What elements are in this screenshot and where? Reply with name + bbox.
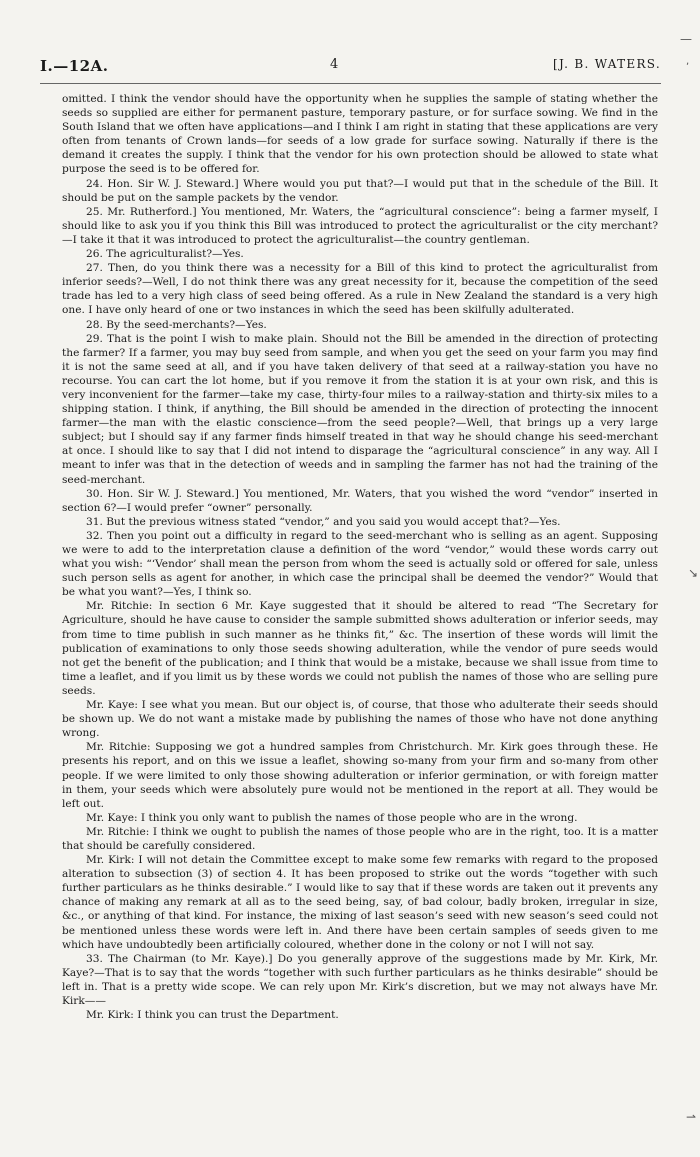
document-reference: I.—12A.: [40, 57, 109, 75]
paragraph: 31. But the previous witness stated “vendor,” and you said you would accept that?—Yes.: [86, 515, 561, 528]
paragraph: Mr. Kirk: I think you can trust the Department.: [86, 1009, 339, 1022]
witness-name: [J. B. WATERS.: [553, 57, 661, 71]
paragraph: 33. The Chairman (to Mr. Kaye).] Do you generally approve of the suggestions made by Mr. Kirk, Mr. Kaye?—That is to say that the words “together with such further particulars as he thinks desirable” should be left in. That is a pretty wide scope. We can rely upon Mr. Kirk’s discretion, but we may not always have Mr. Kirk——: [62, 952, 658, 1007]
paragraph: 32. Then you point out a difficulty in regard to the seed-merchant who is selling as an agent. Supposing we were to add to the interpretation clause a definition of the word “vendor,” would these words carry out what you wish: “‘Vendor’ shall mean the person from whom the seed is actually sold or offered for sale, unless such person sells as agent for another, in which case the principal shall be deemed the vendor?” Would that be what you want?—Yes, I think so.: [62, 529, 658, 599]
paragraph: Mr. Kaye: I think you only want to publish the names of those people who are in the wrong.: [86, 811, 578, 824]
page-number: 4: [330, 57, 339, 72]
scan-mark: ⇀: [686, 1110, 697, 1124]
paragraph: omitted. I think the vendor should have the opportunity when he supplies the sample of stating whether the seeds so supplied are either for permanent pasture, temporary pasture, or for surface sowing. We find in the South Island that we often have applications—and I think I am right in stating that these applications are very often from tenants of Crown lands—for seeds of a low grade for surface sowing. Naturally if there is the demand it creates the supply. I think that the vendor for his own protection should be allowed to state what purpose the seed is to be offered for.: [62, 93, 658, 176]
paragraph: Mr. Kaye: I see what you mean. But our object is, of course, that those who adulterate their seeds should be shown up. We do not want a mistake made by publishing the names of those who have not done anything wrong.: [62, 699, 658, 740]
page-body: [62, 92, 658, 1022]
paragraph: 30. Hon. Sir W. J. Steward.] You mentioned, Mr. Waters, that you wished the word “vendor” inserted in section 6?—I would prefer “owner” personally.: [62, 487, 658, 514]
scan-mark: ,: [686, 56, 690, 67]
paragraph: Mr. Kirk: I will not detain the Committee except to make some few remarks with regard to the proposed alteration to subsection (3) of section 4. It has been proposed to strike out the words “together with such further particulars as he thinks desirable.” I would like to say that if these words are taken out it prevents any chance of making any remark at all as to the seed being, say, of bad colour, badly broken, irregular in size, &c., or anything of that kind. For instance, the mixing of last season’s seed with new season’s seed could not be mentioned unless these words were left in. And there have been certain samples of seeds given to me which have undoubtedly been artificially coloured, whether done in the colony or not I will not say.: [62, 854, 658, 951]
scan-mark: —: [680, 32, 692, 46]
paragraph: 28. By the seed-merchants?—Yes.: [86, 318, 267, 331]
paragraph: Mr. Ritchie: I think we ought to publish the names of those people who are in the right, too. It is a matter that should be carefully considered.: [62, 825, 658, 852]
paragraph: Mr. Ritchie: Supposing we got a hundred samples from Christchurch. Mr. Kirk goes through these. He presents his report, and on this we issue a leaflet, showing so-many from your firm and so-many from other people. If we were limited to only those showing adulteration or inferior germination, or with foreign matter in them, your seeds which were absolutely pure would not be mentioned in the report at all. They would be left out.: [62, 741, 658, 810]
paragraph: 26. The agriculturalist?—Yes.: [86, 248, 244, 261]
paragraph: 24. Hon. Sir W. J. Steward.] Where would you put that?—I would put that in the schedule of the Bill. It should be put on the sample packets by the vendor.: [62, 177, 658, 204]
paragraph: Mr. Ritchie: In section 6 Mr. Kaye suggested that it should be altered to read “The Secretary for Agriculture, should he have cause to consider the sample submitted shows adulteration or inferior seeds, may from time to time publish in such manner as he thinks fit,” &c. The insertion of these words will limit the publication of examinations to only those seeds showing adulteration, while the vendor of pure seeds would not get the benefit of the publication; and I think that would be a mistake, because we shall issue from time to time a leaflet, and if you limit us by these words we could not publish the names of those who are selling pure seeds.: [62, 600, 658, 697]
page-header: [40, 57, 661, 79]
header-rule: [40, 83, 661, 84]
paragraph: 27. Then, do you think there was a necessity for a Bill of this kind to protect the agriculturalist from inferior seeds?—Well, I do not think there was any great necessity for it, because the competition of the seed trade has led to a very high class of seed being offered. As a rule in New Zealand the standard is a very high one. I have only heard of one or two instances in which the seed has been skilfully adulterated.: [62, 262, 658, 317]
paragraph: 29. That is the point I wish to make plain. Should not the Bill be amended in the direction of protecting the farmer? If a farmer, you may buy seed from sample, and when you get the seed on your farm you may find it is not the same seed at all, and if you have taken delivery of that seed at a railway-station you have no recourse. You can cart the lot home, but if you remove it from the station it is at your own risk, and this is very inconvenient for the farmer—take my case, thirty-four miles to a railway-station and thirty-six miles to a shipping station. I think, if anything, the Bill should be amended in the direction of protecting the innocent farmer—the man with the elastic conscience—from the seed people?—Well, that brings up a very large subject; but I should say if any farmer finds himself treated in that way he should change his seed-merchant at once. I should like to say that I did not intend to disparage the “agricultural conscience” in any way. All I meant to infer was that in the detection of weeds and in sampling the farmer has not had the training of the seed-merchant.: [62, 332, 658, 486]
paragraph: 25. Mr. Rutherford.] You mentioned, Mr. Waters, the “agricultural conscience”: being a farmer myself, I should like to ask you if you think this Bill was introduced to protect the agriculturalist or the city merchant?—I take it that it was introduced to protect the agriculturalist—the country gentleman.: [62, 205, 658, 246]
scan-mark: ↘: [688, 566, 699, 580]
